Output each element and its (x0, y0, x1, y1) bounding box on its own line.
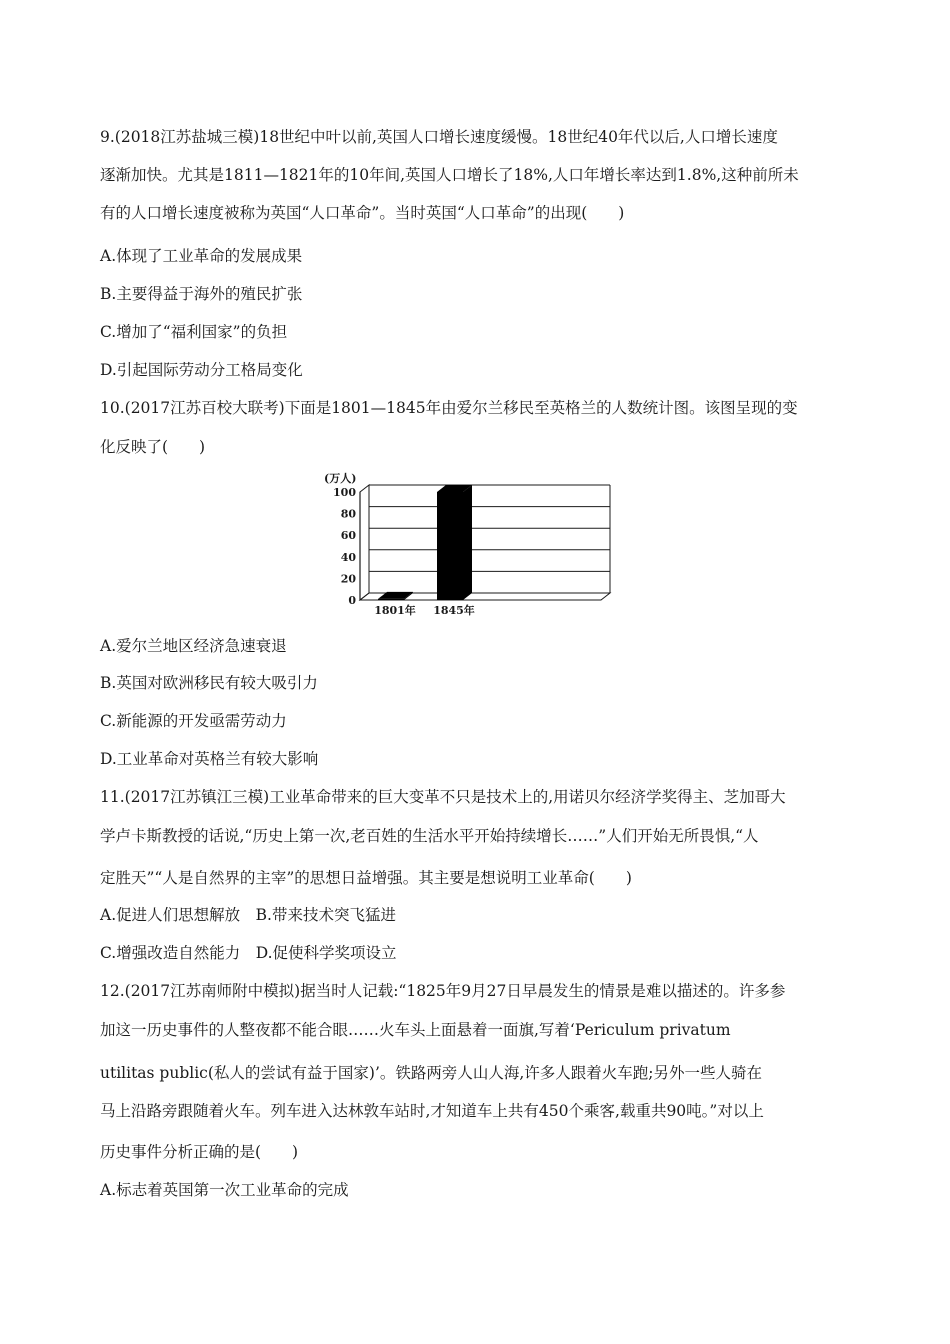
bar-side (463, 485, 472, 600)
q11-stem-line-2: 学卢卡斯教授的话说,“历史上第一次,老百姓的生活水平开始持续增长……”人们开始无所畏惧,“人 (100, 827, 759, 845)
q9-option-b: B.主要得益于海外的殖民扩张 (100, 285, 303, 303)
q10-option-a: A.爱尔兰地区经济急速衰退 (100, 637, 287, 655)
bar-front (378, 599, 404, 600)
q9-option-a: A.体现了工业革命的发展成果 (100, 247, 303, 265)
q11-stem-line-3: 定胜天”“人是自然界的主宰”的思想日益增强。其主要是想说明工业革命( ) (100, 869, 632, 887)
q12-stem-line-3: utilitas public(私人的尝试有益于国家)’。铁路两旁人山人海,许多人跟着火车跑;另外一些人骑在 (100, 1064, 763, 1082)
q10-option-b: B.英国对欧洲移民有较大吸引力 (100, 674, 318, 692)
q10-stem-line-1: 10.(2017江苏百校大联考)下面是1801—1845年由爱尔兰移民至英格兰的人数统计图。该图呈现的变 (100, 399, 798, 417)
y-tick-label: 40 (340, 550, 356, 564)
q11-stem-line-1: 11.(2017江苏镇江三模)工业革命带来的巨大变革不只是技术上的,用诺贝尔经济学奖得主、芝加哥大 (100, 788, 786, 806)
x-tick-label: 1845年 (433, 604, 475, 617)
side-wall (360, 485, 369, 600)
bar-front (437, 492, 463, 600)
q9-stem-line-3: 有的人口增长速度被称为英国“人口革命”。当时英国“人口革命”的出现( ) (100, 204, 625, 222)
chart-x-axis (374, 603, 475, 617)
migration-bar-chart (320, 468, 630, 620)
y-tick-label: 100 (333, 486, 356, 499)
q12-stem-line-2: 加这一历史事件的人整夜都不能合眼……火车头上面悬着一面旗,写着‘Periculum privatum (100, 1021, 731, 1039)
y-tick-label: 20 (340, 572, 356, 586)
q9-option-d: D.引起国际劳动分工格局变化 (100, 361, 303, 379)
chart-grid (360, 485, 610, 600)
q10-option-c: C.新能源的开发亟需劳动力 (100, 712, 287, 730)
q9-stem-line-1: 9.(2018江苏盐城三模)18世纪中叶以前,英国人口增长速度缓慢。18世纪40年代以后,人口增长速度 (100, 128, 778, 146)
q10-option-d: D.工业革命对英格兰有较大影响 (100, 750, 319, 768)
q11-options-row-1: A.促进人们思想解放 B.带来技术突飞猛进 (100, 906, 396, 924)
q12-stem-line-4: 马上沿路旁跟随着火车。列车进入达林敦车站时,才知道车上共有450个乘客,载重共90吨。”对以上 (100, 1102, 764, 1120)
y-tick-label: 80 (340, 507, 356, 521)
y-tick-label: 0 (348, 594, 356, 607)
q9-stem-line-2: 逐渐加快。尤其是1811—1821年的10年间,英国人口增长了18%,人口年增长率达到1.8%,这种前所未 (100, 166, 799, 184)
y-tick-label: 60 (340, 529, 356, 543)
q12-option-a: A.标志着英国第一次工业革命的完成 (100, 1181, 349, 1199)
q12-stem-line-5: 历史事件分析正确的是( ) (100, 1143, 299, 1161)
x-tick-label: 1801年 (374, 604, 416, 617)
q11-options-row-2: C.增强改造自然能力 D.促使科学奖项设立 (100, 944, 397, 962)
q9-option-c: C.增加了“福利国家”的负担 (100, 323, 288, 341)
q12-stem-line-1: 12.(2017江苏南师附中模拟)据当时人记载:“1825年9月27日早晨发生的情景是难以描述的。许多参 (100, 982, 786, 1000)
chart-bars (378, 485, 472, 600)
chart-unit-label: (万人) (324, 472, 357, 485)
chart-y-axis (333, 486, 356, 607)
q10-stem-line-2: 化反映了( ) (100, 438, 206, 456)
